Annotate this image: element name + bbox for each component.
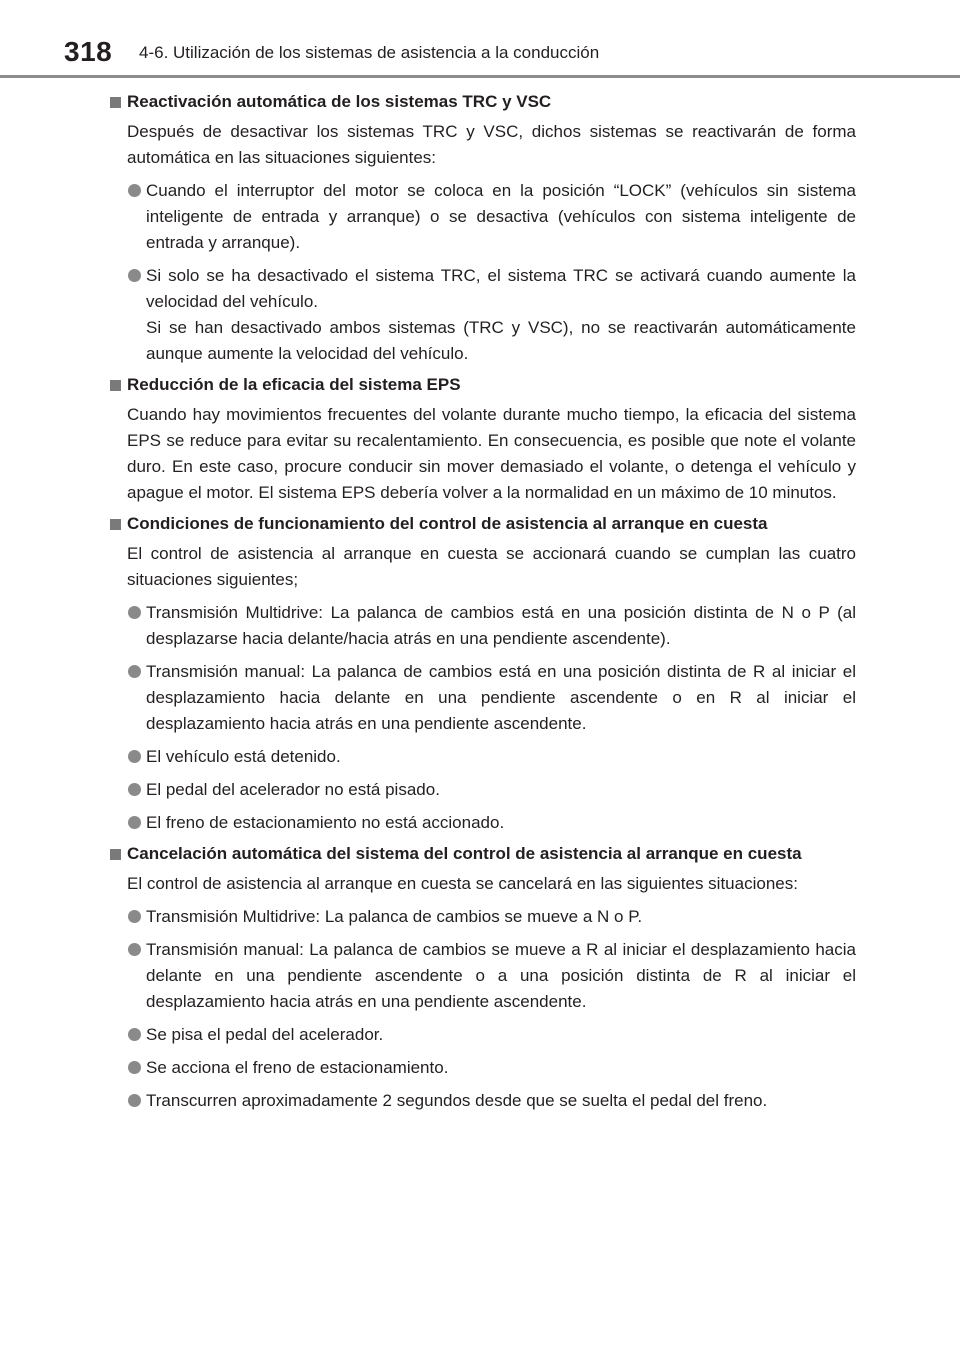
list-item: El pedal del acelerador no está pisado. bbox=[127, 777, 856, 803]
section-hill-start-conditions bbox=[110, 511, 856, 836]
chapter-title: 4-6. Utilización de los sistemas de asistencia a la conducción bbox=[139, 43, 600, 62]
list-item: Si solo se ha desactivado el sistema TRC, el sistema TRC se activará cuando aumente la velocidad del vehículo. Si se han desactivado ambos sistemas (TRC y VSC), no se reactivarán automáticamente aunque aumente la velocidad del vehículo. bbox=[127, 263, 856, 367]
page-number: 318 bbox=[64, 36, 113, 67]
section-square-icon bbox=[110, 519, 121, 530]
bullet-dot-icon bbox=[128, 943, 141, 956]
section-trc-vsc-reactivation bbox=[110, 89, 856, 367]
section-square-icon bbox=[110, 380, 121, 391]
bullet-list bbox=[110, 600, 856, 836]
list-item: Transcurren aproximadamente 2 segundos desde que se suelta el pedal del freno. bbox=[127, 1088, 856, 1114]
list-item: El vehículo está detenido. bbox=[127, 744, 856, 770]
list-item: Se pisa el pedal del acelerador. bbox=[127, 1022, 856, 1048]
list-item: Transmisión manual: La palanca de cambios está en una posición distinta de R al iniciar el desplazamiento hacia delante en una pendiente ascendente o en R al iniciar el desplazamiento hacia atrás en una pendiente ascendente. bbox=[127, 659, 856, 737]
section-square-icon bbox=[110, 97, 121, 108]
section-intro: Después de desactivar los sistemas TRC y VSC, dichos sistemas se reactivarán de forma automática en las situaciones siguientes: bbox=[127, 122, 856, 167]
list-item: Se acciona el freno de estacionamiento. bbox=[127, 1055, 856, 1081]
section-title: Cancelación automática del sistema del control de asistencia al arranque en cuesta bbox=[127, 844, 802, 863]
list-item: Transmisión manual: La palanca de cambios se mueve a R al iniciar el desplazamiento hacia delante en una pendiente ascendente o a una posición distinta de R al iniciar el desplazamiento hacia atrás en una pendiente ascendente. bbox=[127, 937, 856, 1015]
section-title: Reducción de la eficacia del sistema EPS bbox=[127, 375, 461, 394]
list-item: El freno de estacionamiento no está accionado. bbox=[127, 810, 856, 836]
page-content bbox=[110, 89, 856, 1114]
section-title: Condiciones de funcionamiento del control de asistencia al arranque en cuesta bbox=[127, 514, 768, 533]
page-header bbox=[0, 0, 960, 80]
bullet-continuation: Si se han desactivado ambos sistemas (TRC y VSC), no se reactivarán automáticamente aunque aumente la velocidad del vehículo. bbox=[146, 318, 856, 363]
list-item: Transmisión Multidrive: La palanca de cambios se mueve a N o P. bbox=[127, 904, 856, 930]
section-intro: Cuando hay movimientos frecuentes del volante durante mucho tiempo, la eficacia del sistema EPS se reduce para evitar su recalentamiento. En consecuencia, es posible que note el volante duro. En este caso, procure conducir sin mover demasiado el volante, o detenga el vehículo y apague el motor. El sistema EPS debería volver a la normalidad en un máximo de 10 minutos. bbox=[127, 405, 856, 502]
bullet-dot-icon bbox=[128, 1061, 141, 1074]
section-intro: El control de asistencia al arranque en cuesta se accionará cuando se cumplan las cuatro situaciones siguientes; bbox=[127, 544, 856, 589]
bullet-list bbox=[110, 178, 856, 367]
bullet-dot-icon bbox=[128, 665, 141, 678]
list-item: Cuando el interruptor del motor se coloca en la posición “LOCK” (vehículos sin sistema inteligente de entrada y arranque) o se desactiva (vehículos con sistema inteligente de entrada y arranque). bbox=[127, 178, 856, 256]
section-square-icon bbox=[110, 849, 121, 860]
section-intro: El control de asistencia al arranque en cuesta se cancelará en las siguientes situaciones: bbox=[127, 874, 798, 893]
bullet-dot-icon bbox=[128, 910, 141, 923]
section-eps-efficiency bbox=[110, 372, 856, 506]
bullet-dot-icon bbox=[128, 783, 141, 796]
bullet-dot-icon bbox=[128, 1028, 141, 1041]
bullet-dot-icon bbox=[128, 816, 141, 829]
bullet-dot-icon bbox=[128, 184, 141, 197]
header-divider bbox=[0, 75, 960, 78]
bullet-dot-icon bbox=[128, 1094, 141, 1107]
bullet-list bbox=[110, 904, 856, 1114]
section-hill-start-cancellation bbox=[110, 841, 856, 1114]
list-item: Transmisión Multidrive: La palanca de cambios está en una posición distinta de N o P (al desplazarse hacia delante/hacia atrás en una pendiente ascendente). bbox=[127, 600, 856, 652]
section-title: Reactivación automática de los sistemas TRC y VSC bbox=[127, 92, 552, 111]
bullet-dot-icon bbox=[128, 750, 141, 763]
bullet-dot-icon bbox=[128, 269, 141, 282]
bullet-dot-icon bbox=[128, 606, 141, 619]
